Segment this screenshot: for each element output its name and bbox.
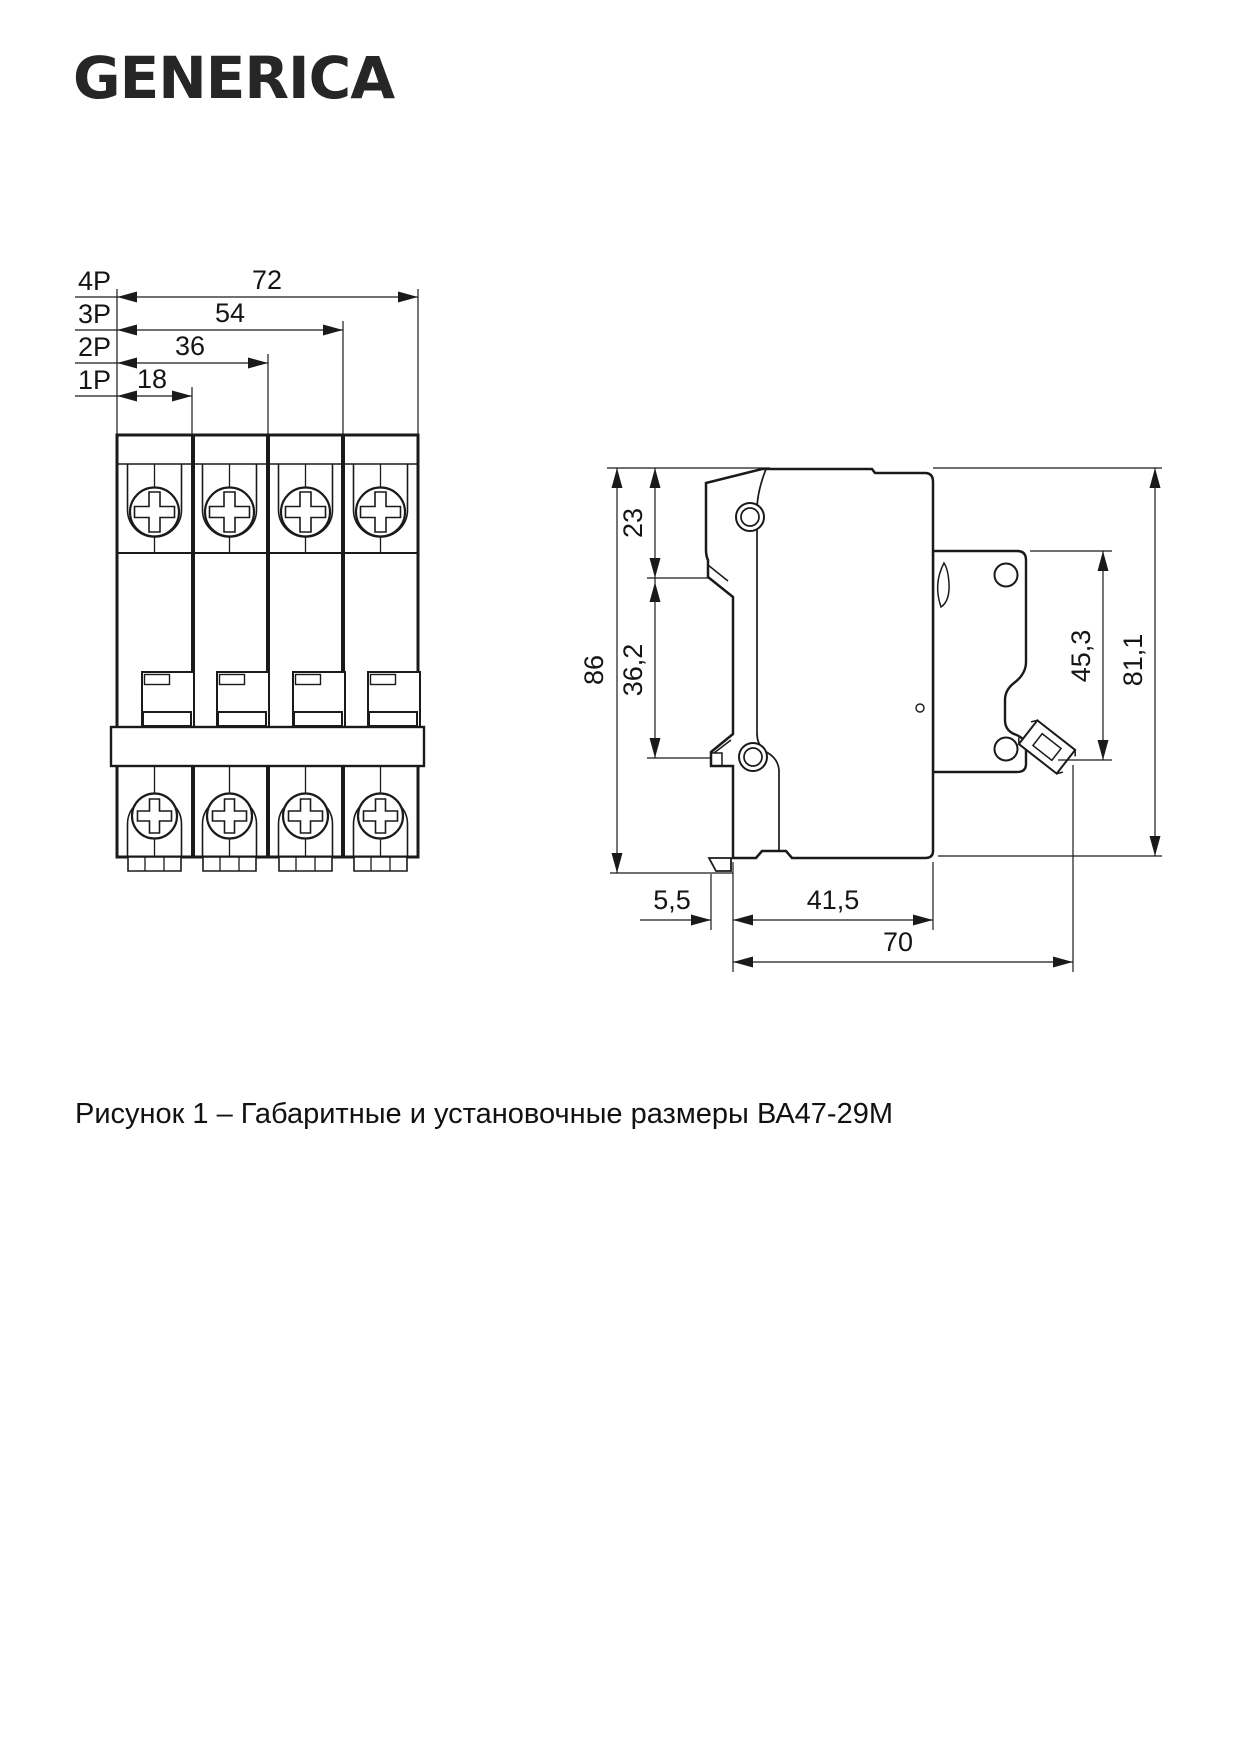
arrowhead <box>1098 740 1109 760</box>
dim-label: 3P <box>78 299 112 329</box>
arrowhead <box>650 558 661 578</box>
dim-value: 70 <box>882 927 914 957</box>
dim-width-3p <box>75 298 343 336</box>
bracket-hole-icon <box>995 738 1018 761</box>
dim-value: 41,5 <box>806 885 860 915</box>
breaker-side-view <box>579 468 1162 972</box>
arrowhead <box>733 915 753 926</box>
arrowhead <box>650 582 661 602</box>
arrowhead <box>650 738 661 758</box>
dim-label: 1P <box>78 365 112 395</box>
arrowhead <box>650 468 661 488</box>
label-band <box>111 727 424 766</box>
brand-logo: GENERICA <box>73 44 395 112</box>
dim-value: 5,5 <box>653 885 691 915</box>
arrowhead <box>172 391 192 402</box>
arrowhead <box>117 325 137 336</box>
dim-81-1 <box>1118 468 1161 856</box>
dim-width-1p <box>75 364 192 402</box>
dim-41-5 <box>733 885 933 926</box>
dim-value: 23 <box>618 507 648 539</box>
arrowhead <box>691 915 711 926</box>
dim-value: 36 <box>174 331 206 361</box>
arrowhead <box>1053 957 1073 968</box>
dim-value: 18 <box>136 364 168 394</box>
dim-value: 72 <box>251 265 283 295</box>
terminal-tab <box>709 858 731 871</box>
arrowhead <box>1150 468 1161 488</box>
toggle-lever <box>708 565 731 766</box>
arrowhead <box>1098 551 1109 571</box>
arrowhead <box>733 957 753 968</box>
dim-value: 54 <box>214 298 246 328</box>
arrowhead <box>117 292 137 303</box>
arrowhead <box>612 853 623 873</box>
dim-value: 81,1 <box>1118 633 1148 687</box>
dim-width-2p <box>75 331 268 369</box>
dim-label: 2P <box>78 332 112 362</box>
dim-5-5 <box>640 885 711 926</box>
screw-hole-icon <box>744 748 762 766</box>
mold-dot <box>916 704 924 712</box>
dim-45-3 <box>1066 551 1109 760</box>
dim-value: 45,3 <box>1066 629 1096 683</box>
dim-value: 36,2 <box>618 643 648 697</box>
arrowhead <box>248 358 268 369</box>
arrowhead <box>913 915 933 926</box>
arrowhead <box>398 292 418 303</box>
arrowhead <box>1150 836 1161 856</box>
arrowhead <box>117 358 137 369</box>
dim-value: 86 <box>579 654 609 686</box>
screw-hole-icon <box>741 508 759 526</box>
bracket-hole-icon <box>995 564 1018 587</box>
dim-label: 4P <box>78 266 112 296</box>
breaker-front-view <box>75 265 424 871</box>
arrowhead <box>117 391 137 402</box>
dim-height-86 <box>579 468 623 873</box>
dim-70 <box>733 927 1073 968</box>
dim-23-and-36-2 <box>618 468 661 758</box>
arrowhead <box>612 468 623 488</box>
figure-caption: Рисунок 1 – Габаритные и установочные размеры ВА47-29М <box>75 1098 893 1130</box>
dim-width-4p <box>75 265 418 303</box>
arrowhead <box>323 325 343 336</box>
